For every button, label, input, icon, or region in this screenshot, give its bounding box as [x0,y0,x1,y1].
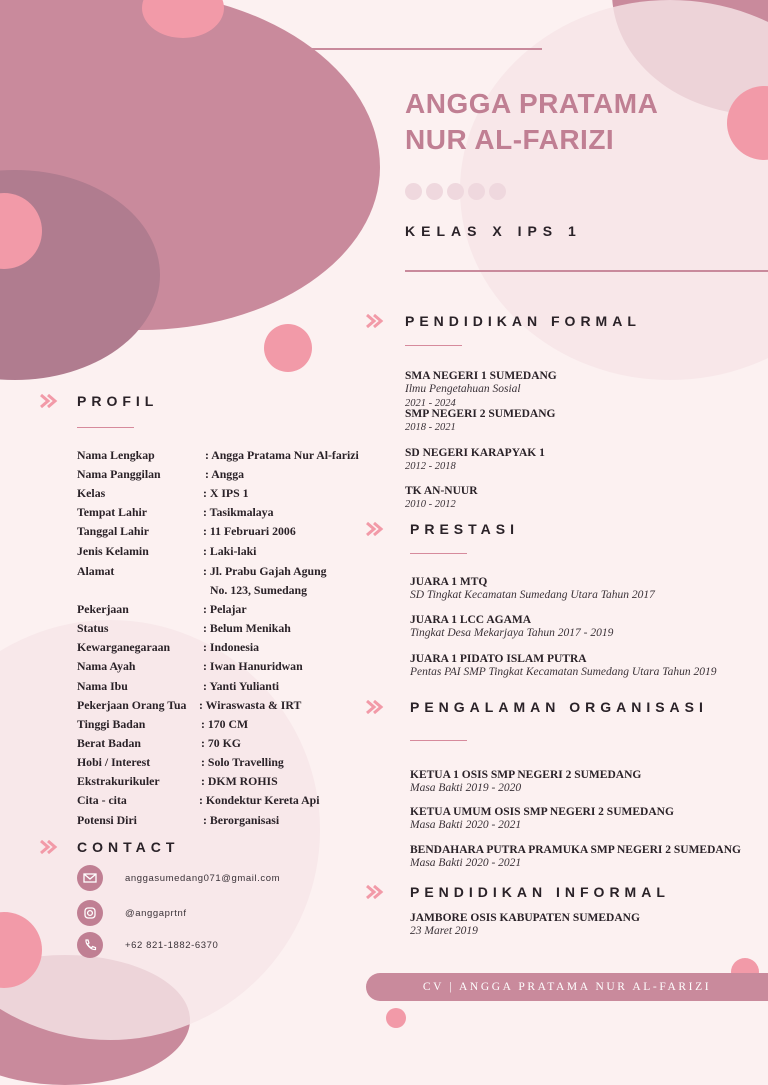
achievement-entry [410,576,655,602]
chevron-right-icon [366,885,384,899]
profil-key: Status [77,621,109,635]
profil-value: No. 123, Sumedang [210,583,308,597]
dot [468,183,485,200]
pendidikan-formal-heading: PENDIDIKAN FORMAL [405,313,641,329]
profil-value: : Angga [205,467,245,481]
profil-key: Alamat [77,564,115,578]
dots-decoration [405,183,510,205]
profil-value: : Solo Travelling [201,755,284,769]
education-entry [405,485,478,511]
name-line-1: ANGGA PRATAMA [405,88,659,119]
contact-heading: CONTACT [77,839,180,855]
profil-key: Pekerjaan [77,602,129,616]
chevron-right-icon [40,840,58,854]
pink-circle-small [386,1008,406,1028]
profil-value: : Jl. Prabu Gajah Agung [203,564,327,578]
entry-title: BENDAHARA PUTRA PRAMUKA SMP NEGERI 2 SUMEDANG [410,844,741,856]
organization-entry [410,769,641,795]
profil-key: Kelas [77,486,106,500]
entry-subtitle: Tingkat Desa Mekarjaya Tahun 2017 - 2019 [410,627,614,639]
entry-years: 2010 - 2012 [405,499,456,510]
profil-value: : Kondektur Kereta Api [199,793,320,807]
profil-key: Cita - cita [77,793,127,807]
entry-subtitle: Masa Bakti 2020 - 2021 [410,819,522,831]
organization-entry [410,844,741,870]
profil-value: : Wiraswasta & IRT [199,698,302,712]
profil-value: : Laki-laki [203,544,257,558]
profil-key: Nama Ayah [77,659,136,673]
entry-subtitle: Ilmu Pengetahuan Sosial [405,383,521,395]
profil-heading: PROFIL [77,393,159,409]
profil-key: Pekerjaan Orang Tua [77,698,187,712]
instagram-icon[interactable] [77,900,103,926]
chevron-right-icon [366,314,384,328]
profil-value: : X IPS 1 [203,486,249,500]
achievement-entry [410,653,716,679]
chevron-right-icon [366,522,384,536]
profil-key: Tanggal Lahir [77,524,150,538]
dot [405,183,422,200]
profil-key: Potensi Diri [77,813,137,827]
entry-title: SMA NEGERI 1 SUMEDANG [405,370,557,382]
chevron-right-icon [40,394,58,408]
entry-title: JAMBORE OSIS KABUPATEN SUMEDANG [410,912,640,924]
prestasi-heading: PRESTASI [410,521,519,537]
profil-value: : Tasikmalaya [203,505,274,519]
entry-subtitle: Masa Bakti 2020 - 2021 [410,857,522,869]
profil-value: : Pelajar [203,602,247,616]
entry-title: TK AN-NUUR [405,485,478,497]
mail-icon[interactable] [77,865,103,891]
profil-value: : Yanti Yulianti [203,679,280,693]
profil-key: Tempat Lahir [77,505,148,519]
dot [447,183,464,200]
entry-subtitle: Pentas PAI SMP Tingkat Kecamatan Sumedang Utara Tahun 2019 [410,666,717,678]
entry-title: JUARA 1 MTQ [410,576,488,588]
profil-value: : 70 KG [201,736,241,750]
name-line-2: NUR AL-FARIZI [405,124,615,155]
entry-title: KETUA 1 OSIS SMP NEGERI 2 SUMEDANG [410,769,642,781]
dot [489,183,506,200]
profil-value: : Indonesia [203,640,260,654]
entry-title: JUARA 1 LCC AGAMA [410,614,532,626]
profil-value: : 11 Februari 2006 [203,524,296,538]
pendidikan-formal-underline [405,345,462,346]
organisasi-heading: PENGALAMAN ORGANISASI [410,699,708,715]
organization-entry [410,806,674,832]
entry-years: 2021 - 2024 [405,398,456,409]
informal-entry [410,912,640,938]
entry-subtitle: Masa Bakti 2019 - 2020 [410,782,522,794]
profil-key: Jenis Kelamin [77,544,149,558]
contact-email[interactable]: anggasumedang071@gmail.com [125,873,281,884]
entry-years: 2012 - 2018 [405,461,456,472]
entry-title: SD NEGERI KARAPYAK 1 [405,447,545,459]
prestasi-underline [410,553,467,554]
profil-key: Nama Lengkap [77,448,155,462]
entry-title: KETUA UMUM OSIS SMP NEGERI 2 SUMEDANG [410,806,674,818]
pink-circle-mid [264,324,312,372]
profil-key: Nama Ibu [77,679,128,693]
profil-value: : Iwan Hanuridwan [203,659,303,673]
education-entry [405,408,555,434]
entry-subtitle: 23 Maret 2019 [410,925,478,937]
profil-key: Ekstrakurikuler [77,774,160,788]
profil-value: : 170 CM [201,717,249,731]
profil-value: : Berorganisasi [203,813,280,827]
organisasi-underline [410,740,467,741]
pendidikan-informal-heading: PENDIDIKAN INFORMAL [410,884,670,900]
profil-value: : Angga Pratama Nur Al-farizi [205,448,359,462]
profil-value: : DKM ROHIS [201,774,278,788]
profil-key: Berat Badan [77,736,141,750]
dot [426,183,443,200]
profil-key: Tinggi Badan [77,717,146,731]
kelas-label: KELAS X IPS 1 [405,223,582,239]
header-rule [405,270,768,272]
profil-underline [77,427,134,428]
contact-phone[interactable]: +62 821-1882-6370 [125,940,219,951]
profil-value: : Belum Menikah [203,621,291,635]
education-entry [405,370,557,410]
top-rule [258,48,542,50]
contact-instagram[interactable]: @anggaprtnf [125,908,187,919]
entry-years: 2018 - 2021 [405,422,456,433]
footer-banner: CV | ANGGA PRATAMA NUR AL-FARIZI [366,973,768,1001]
profil-key: Hobi / Interest [77,755,151,769]
entry-title: SMP NEGERI 2 SUMEDANG [405,408,556,420]
entry-title: JUARA 1 PIDATO ISLAM PUTRA [410,653,587,665]
profil-key: Nama Panggilan [77,467,161,481]
entry-subtitle: SD Tingkat Kecamatan Sumedang Utara Tahun 2017 [410,589,655,601]
phone-icon[interactable] [77,932,103,958]
profil-key: Kewarganegaraan [77,640,171,654]
achievement-entry [410,614,613,640]
chevron-right-icon [366,700,384,714]
education-entry [405,447,545,473]
